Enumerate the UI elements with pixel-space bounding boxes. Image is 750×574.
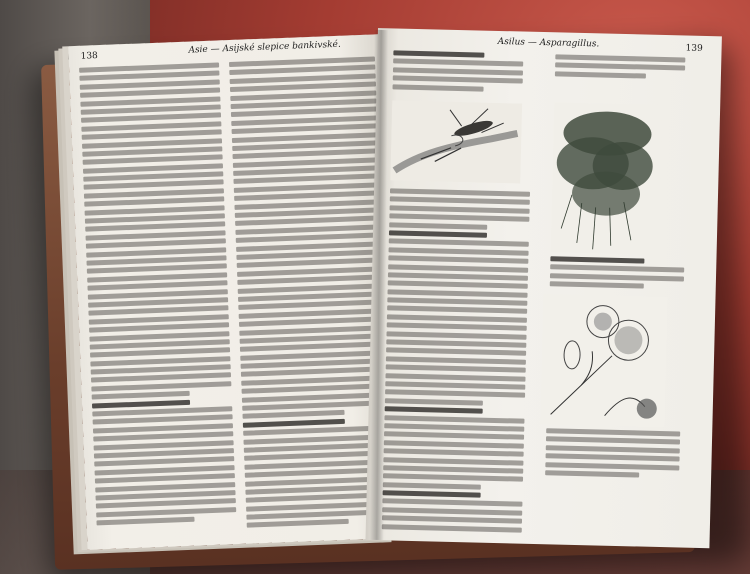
right-page <box>365 28 721 548</box>
moss-plant-illustration <box>551 102 663 255</box>
left-running-head: Asie — Asijské slepice bankivské. <box>188 39 341 56</box>
right-page-right-column-middle <box>550 256 685 293</box>
right-page-left-column-text <box>382 188 530 535</box>
right-page-right-column-bottom <box>545 428 680 482</box>
left-page <box>68 34 405 550</box>
right-page-number: 139 <box>685 43 703 54</box>
right-page-left-column-top <box>392 50 523 95</box>
right-page-right-column-top <box>555 54 686 82</box>
left-page-number: 138 <box>80 51 99 62</box>
right-running-head: Asilus — Asparagillus. <box>497 36 600 50</box>
left-column-text <box>79 62 237 529</box>
asilus-fly-illustration <box>390 100 522 183</box>
aspergillus-microscopy-illustration <box>540 294 667 427</box>
